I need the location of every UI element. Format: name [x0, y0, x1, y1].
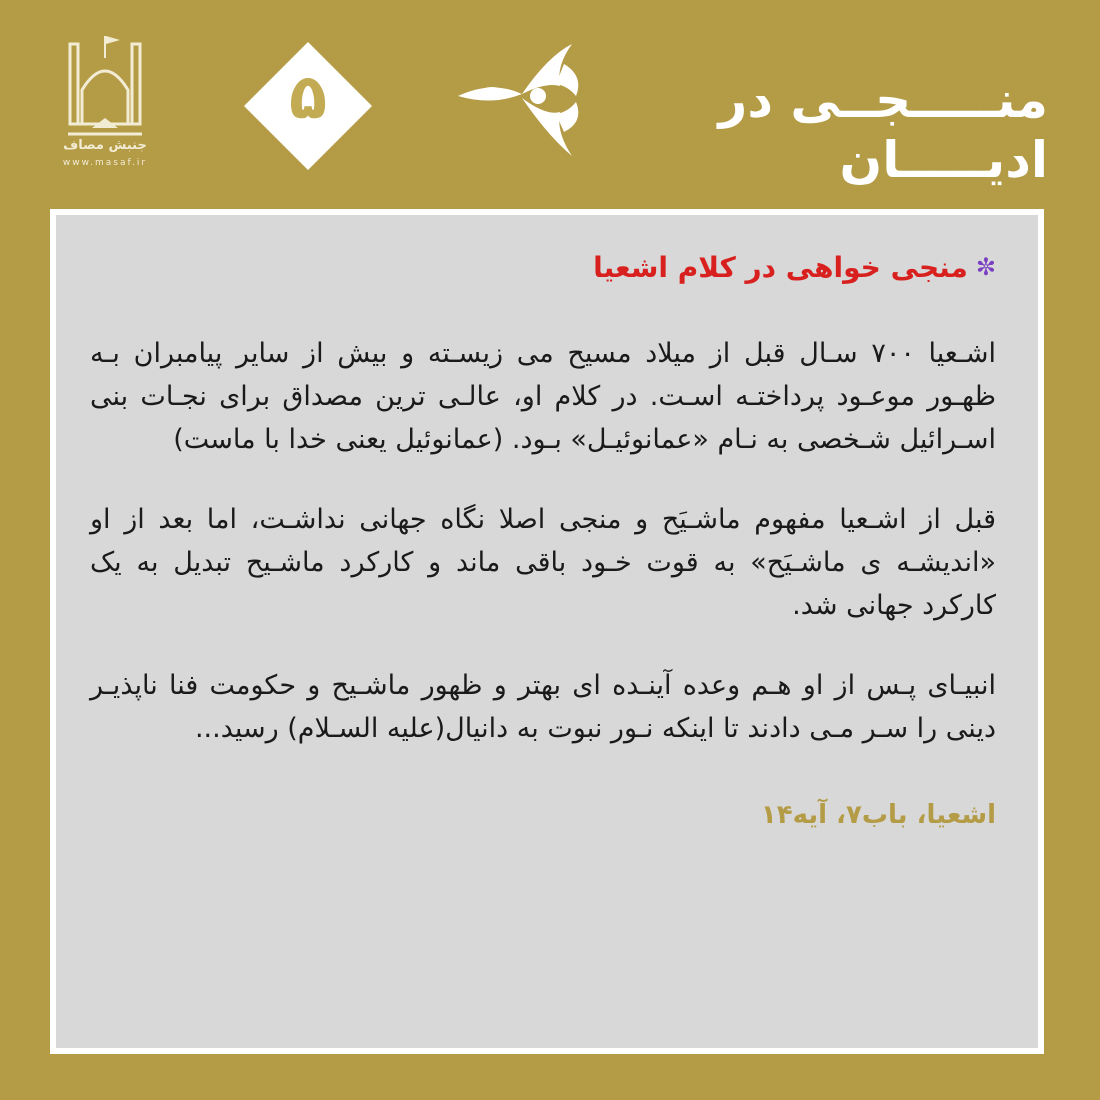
- heading-row: [90, 239, 996, 295]
- logo-url: www.masaf.ir: [62, 158, 148, 168]
- article-card: [50, 209, 1044, 1054]
- series-title: منـــــجــی در ادیـــــان: [718, 71, 1048, 189]
- episode-number: ۵: [289, 60, 327, 133]
- paragraph-3: انبیـای پـس از او هـم وعده آینـده ای بهتر و ظهور ماشـیح و حکومت فنا ناپذیـر دینی را سـر مـی دادند تا اینکه نـور نبوت به دانیال(علیه السـلام) رسید...: [90, 670, 996, 744]
- article-content: [90, 239, 996, 830]
- header: [0, 0, 1100, 200]
- logo-caption: جنبش مصاف: [63, 138, 147, 153]
- paragraph-1: اشـعیا ۷۰۰ سـال قبل از میلاد مسیح می زیسـته و بیش از سایر پیامبران بـه ظهـور موعـود پرداختـه اسـت. در کلام او، عالـی ترین مصداق برای نجـات بنی اسـرائیل شـخصی به نـام «عمانوئیـل» بـود. (عمانوئیل یعنی خدا با ماست): [90, 338, 996, 455]
- diamond-badge: [240, 38, 376, 174]
- shrine-dome-logo: [40, 30, 170, 180]
- star-bullet-icon: ✼: [975, 253, 996, 281]
- paragraph-2: قبل از اشـعیا مفهوم ماشـیَح و منجی اصلا نگاه جهانی نداشـت، اما بعد از او «اندیشـه ی ماشـیَح» به قوت خـود باقی ماند و کارکرد ماشـیح تبدیل به یک کارکرد جهانی شد.: [90, 504, 996, 621]
- scripture-reference: اشعیا، باب۷، آیه۱۴: [760, 800, 996, 830]
- article-heading: منجی خواهی در کلام اشعیا: [593, 250, 968, 284]
- article-panel: [56, 215, 1038, 1048]
- arabesque-ornament: [452, 36, 592, 164]
